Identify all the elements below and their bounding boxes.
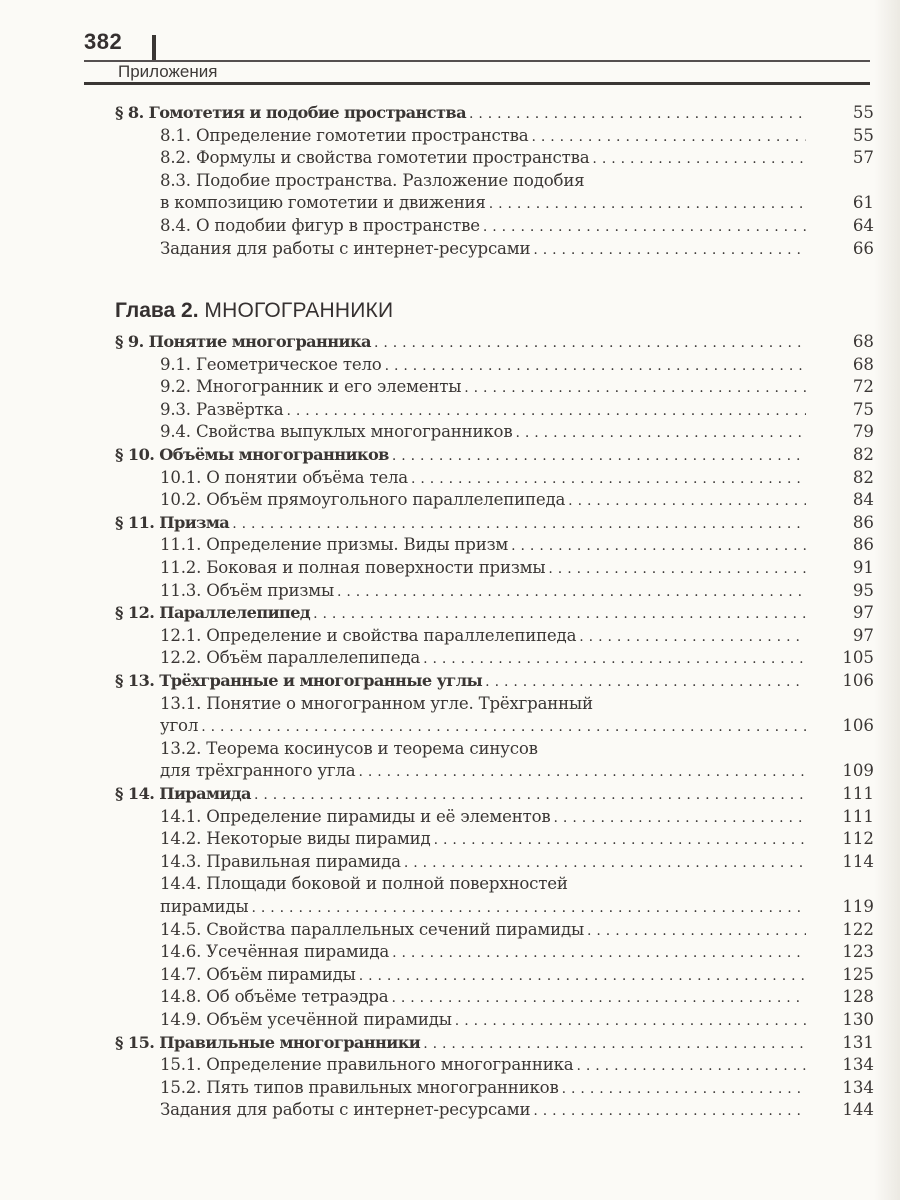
toc-subsection-entry <box>0 376 900 398</box>
toc-entry-line <box>160 238 814 260</box>
toc-subsection-entry <box>0 625 900 647</box>
toc-entry-title: 8.3. Подобие пространства. Разложение подобия <box>160 170 585 190</box>
toc-entry-line <box>160 896 814 918</box>
toc-page-number: 131 <box>842 1032 874 1052</box>
toc-entry-line <box>160 1009 814 1031</box>
toc-entry-title: 8.1. Определение гомотетии пространства <box>160 125 529 145</box>
dot-leader <box>533 239 806 260</box>
toc-subsection-entry <box>0 421 900 443</box>
toc-entry-line <box>115 670 814 692</box>
dot-leader <box>434 829 806 850</box>
toc-entry-title: 14.3. Правильная пирамида <box>160 851 401 871</box>
toc-section-entry <box>0 444 900 466</box>
toc-entry-line <box>115 331 814 353</box>
dot-leader <box>423 648 806 669</box>
toc-page-number: 84 <box>852 490 874 510</box>
dot-leader <box>483 216 806 237</box>
toc-entry-line <box>160 170 814 192</box>
toc-subsection-entry <box>0 238 900 260</box>
dot-leader <box>469 103 806 124</box>
toc-subsection-entry <box>0 534 900 556</box>
toc-entry-title: 12.2. Объём параллелепипеда <box>160 648 421 668</box>
toc-subsection-entry <box>0 489 900 511</box>
toc-entry-line <box>160 467 814 489</box>
toc-entry-line <box>160 738 814 760</box>
dot-leader <box>385 355 806 376</box>
toc-entry-line <box>160 192 814 214</box>
toc-page-number: 57 <box>852 148 874 168</box>
toc-subsection-entry <box>0 1054 900 1076</box>
toc-entry-line <box>160 941 814 963</box>
dot-leader <box>313 603 806 624</box>
dot-leader <box>587 920 806 941</box>
toc-entry-title: 13.2. Теорема косинусов и теорема синусов <box>160 738 538 758</box>
toc-subsection-entry <box>0 986 900 1008</box>
dot-leader <box>592 148 806 169</box>
dot-leader <box>337 581 806 602</box>
page-edge-shadow <box>874 0 900 1200</box>
toc-page-number: 55 <box>852 103 874 122</box>
toc-page-number: 86 <box>852 512 874 532</box>
toc-page-number: 128 <box>842 987 874 1007</box>
toc-entry-title: § 10. Объёмы многогранников <box>115 445 389 464</box>
toc-entry-line <box>160 354 814 376</box>
toc-entry-line <box>160 376 814 398</box>
toc-page-number: 95 <box>852 580 874 600</box>
toc-entry-line <box>160 489 814 511</box>
toc-entry-line <box>160 964 814 986</box>
toc-entry-title: 13.1. Понятие о многогранном угле. Трёхгранный <box>160 693 593 713</box>
toc-entry-title: 9.3. Развёртка <box>160 399 284 419</box>
toc-entry-title: 14.5. Свойства параллельных сечений пирамиды <box>160 919 584 939</box>
toc-subsection-entry <box>0 693 900 715</box>
toc-subsection-entry <box>0 806 900 828</box>
toc-entry-line <box>160 1099 814 1121</box>
toc-page-number: 114 <box>842 851 874 871</box>
toc-section-entry <box>0 1032 900 1054</box>
toc-page-number: 106 <box>842 716 874 736</box>
toc-entry-line <box>160 625 814 647</box>
toc-entry-title: § 9. Понятие многогранника <box>115 332 371 351</box>
toc-entry-title: § 12. Параллелепипед <box>115 603 311 623</box>
toc-entry-title: 11.2. Боковая и полная поверхности призмы <box>160 558 546 577</box>
toc-entry-line <box>160 421 814 443</box>
toc-page-number: 75 <box>852 399 874 419</box>
toc-entry-title: 8.2. Формулы и свойства гомотетии пространства <box>160 148 590 168</box>
toc-subsection-entry <box>0 1009 900 1031</box>
toc-entry-title: Задания для работы с интернет-ресурсами <box>160 1100 531 1120</box>
toc-subsection-entry <box>0 192 900 214</box>
toc-page-number: 64 <box>852 216 874 235</box>
toc-section-entry <box>0 331 900 353</box>
toc-entry-title: 14.6. Усечённая пирамида <box>160 942 390 962</box>
toc-entry-line <box>160 828 814 850</box>
toc-entry-line <box>160 557 814 579</box>
dot-leader <box>562 1078 806 1099</box>
toc-page-number: 61 <box>852 193 874 213</box>
toc-entry-line <box>160 1054 814 1076</box>
toc-entry-title: § 13. Трёхгранные и многогранные углы <box>115 671 483 690</box>
toc-subsection-entry <box>0 147 900 169</box>
toc-page-number: 68 <box>852 354 874 374</box>
dot-leader <box>201 716 806 737</box>
dot-leader <box>358 761 806 782</box>
toc-entry-line <box>160 215 814 237</box>
toc-entry-title: 11.3. Объём призмы <box>160 580 334 600</box>
toc-entry-title: Задания для работы с интернет-ресурсами <box>160 238 531 258</box>
toc-page-number: 134 <box>842 1055 874 1075</box>
toc-page-number: 144 <box>842 1100 874 1120</box>
toc-page-number: 105 <box>842 648 874 668</box>
toc-section-entry <box>0 512 900 534</box>
toc-page-number: 91 <box>852 558 874 577</box>
toc-section-entry <box>0 102 900 124</box>
page-number-marker <box>152 35 156 62</box>
dot-leader <box>404 852 806 873</box>
toc-entry-title: 14.2. Некоторые виды пирамид <box>160 829 431 849</box>
toc-subsection-entry <box>0 125 900 147</box>
dot-leader <box>531 126 806 147</box>
toc-entry-line <box>115 512 814 534</box>
chapter-name: МНОГОГРАННИКИ <box>204 299 394 322</box>
toc-page-number: 55 <box>852 125 874 145</box>
dot-leader <box>455 1010 806 1031</box>
dot-leader <box>464 377 806 398</box>
toc-entry-title: 14.1. Определение пирамиды и её элементов <box>160 806 551 826</box>
toc-entry-title: § 8. Гомотетия и подобие пространства <box>115 103 466 122</box>
toc-page-number: 72 <box>852 377 874 397</box>
toc-entry-title: 10.1. О понятии объёма тела <box>160 467 408 487</box>
toc-page-number: 130 <box>842 1010 874 1029</box>
toc-entry-title: в композицию гомотетии и движения <box>160 193 486 213</box>
page-number: 382 <box>84 29 123 54</box>
dot-leader <box>251 897 806 918</box>
dot-leader <box>254 784 806 805</box>
toc-entry-line <box>160 125 814 147</box>
running-head: Приложения <box>118 62 218 81</box>
chapter-heading <box>115 299 393 323</box>
dot-leader <box>485 671 806 692</box>
toc-section-entry <box>0 670 900 692</box>
toc-subsection-entry <box>0 964 900 986</box>
toc-page-number: 68 <box>852 332 874 351</box>
dot-leader <box>423 1033 806 1054</box>
toc-subsection-entry <box>0 873 900 895</box>
toc-subsection-entry <box>0 170 900 192</box>
toc-subsection-entry <box>0 896 900 918</box>
toc-entry-title: 12.1. Определение и свойства параллелепипеда <box>160 625 577 645</box>
toc-page-number: 97 <box>852 603 874 623</box>
toc-entry-line <box>160 647 814 669</box>
toc-entry-title: для трёхгранного угла <box>160 761 356 781</box>
toc-subsection-entry <box>0 557 900 579</box>
toc-entry-line <box>160 919 814 941</box>
toc-entry-title: 9.2. Многогранник и его элементы <box>160 377 462 397</box>
toc-entry-line <box>160 986 814 1008</box>
toc-subsection-entry <box>0 715 900 737</box>
toc-subsection-entry <box>0 1077 900 1099</box>
toc-subsection-entry <box>0 828 900 850</box>
toc-page-number: 82 <box>852 467 874 487</box>
chapter-label: Глава 2. <box>115 299 199 322</box>
toc-page-number: 122 <box>842 919 874 939</box>
toc-subsection-entry <box>0 919 900 941</box>
toc-subsection-entry <box>0 354 900 376</box>
toc-page-number: 125 <box>842 964 874 984</box>
toc-entry-line <box>160 715 814 737</box>
dot-leader <box>374 332 806 353</box>
dot-leader <box>232 513 806 534</box>
toc-page-number: 97 <box>852 625 874 645</box>
dot-leader <box>548 558 806 579</box>
toc-page-number: 106 <box>842 671 874 690</box>
toc-entry-title: 10.2. Объём прямоугольного параллелепипеда <box>160 490 566 510</box>
toc-page-number: 66 <box>852 238 874 258</box>
toc-subsection-entry <box>0 941 900 963</box>
toc-subsection-entry <box>0 851 900 873</box>
toc-subsection-entry <box>0 1099 900 1121</box>
toc-page-number: 112 <box>842 829 874 849</box>
dot-leader <box>554 807 806 828</box>
toc-section-entry <box>0 602 900 624</box>
toc-page-number: 134 <box>842 1077 874 1097</box>
toc-page-number: 123 <box>842 942 874 962</box>
dot-leader <box>511 535 806 556</box>
toc-entry-line <box>160 534 814 556</box>
dot-leader <box>392 445 806 466</box>
toc-subsection-entry <box>0 647 900 669</box>
dot-leader <box>411 468 806 489</box>
toc-entry-title: § 11. Призма <box>115 512 230 532</box>
toc-page-number: 111 <box>842 806 874 826</box>
toc-entry-line <box>115 783 814 805</box>
dot-leader <box>568 490 806 511</box>
toc-entry-title: 14.4. Площади боковой и полной поверхностей <box>160 874 568 894</box>
dot-leader <box>489 193 806 214</box>
dot-leader <box>391 987 806 1008</box>
toc-subsection-entry <box>0 738 900 760</box>
toc-page-number: 82 <box>852 445 874 464</box>
toc-entry-title: 15.2. Пять типов правильных многогранников <box>160 1077 559 1097</box>
toc-entry-line <box>115 602 814 624</box>
toc-entry-line <box>115 102 814 124</box>
toc-subsection-entry <box>0 215 900 237</box>
toc-entry-line <box>115 444 814 466</box>
toc-entry-line <box>160 580 814 602</box>
toc-entry-line <box>160 147 814 169</box>
toc-entry-line <box>160 760 814 782</box>
dot-leader <box>533 1100 806 1121</box>
toc-entry-line <box>160 693 814 715</box>
toc-entry-title: 8.4. О подобии фигур в пространстве <box>160 216 480 235</box>
toc-entry-line <box>160 1077 814 1099</box>
toc-entry-line <box>115 1032 814 1054</box>
toc-subsection-entry <box>0 580 900 602</box>
toc-subsection-entry <box>0 760 900 782</box>
toc-entry-line <box>160 851 814 873</box>
toc-entry-title: 14.7. Объём пирамиды <box>160 964 356 984</box>
toc-page-number: 111 <box>842 784 874 803</box>
toc-page-number: 109 <box>842 761 874 781</box>
toc-page-number: 79 <box>852 422 874 442</box>
dot-leader <box>576 1055 806 1076</box>
toc-subsection-entry <box>0 399 900 421</box>
toc-entry-line <box>160 399 814 421</box>
toc-section-entry <box>0 783 900 805</box>
toc-entry-title: 9.4. Свойства выпуклых многогранников <box>160 422 513 442</box>
toc-entry-title: пирамиды <box>160 897 249 916</box>
toc-entry-title: 14.8. Об объёме тетраэдра <box>160 987 389 1007</box>
toc-entry-title: 14.9. Объём усечённой пирамиды <box>160 1010 452 1029</box>
toc-entry-title: § 15. Правильные многогранники <box>115 1032 421 1052</box>
dot-leader <box>392 942 806 963</box>
toc-entry-title: 9.1. Геометрическое тело <box>160 354 382 374</box>
header-rule-thick <box>84 82 870 85</box>
toc-page-number: 119 <box>842 897 874 916</box>
toc-entry-line <box>160 806 814 828</box>
toc-entry-title: 15.1. Определение правильного многогранника <box>160 1055 574 1075</box>
toc-entry-title: 11.1. Определение призмы. Виды призм <box>160 535 509 555</box>
dot-leader <box>515 422 806 443</box>
dot-leader <box>579 626 806 647</box>
toc-entry-title: § 14. Пирамида <box>115 784 251 803</box>
toc-entry-title: угол <box>160 716 199 736</box>
dot-leader <box>359 965 806 986</box>
toc-entry-line <box>160 873 814 895</box>
toc-subsection-entry <box>0 467 900 489</box>
dot-leader <box>286 400 806 421</box>
toc-page-number: 86 <box>852 535 874 555</box>
